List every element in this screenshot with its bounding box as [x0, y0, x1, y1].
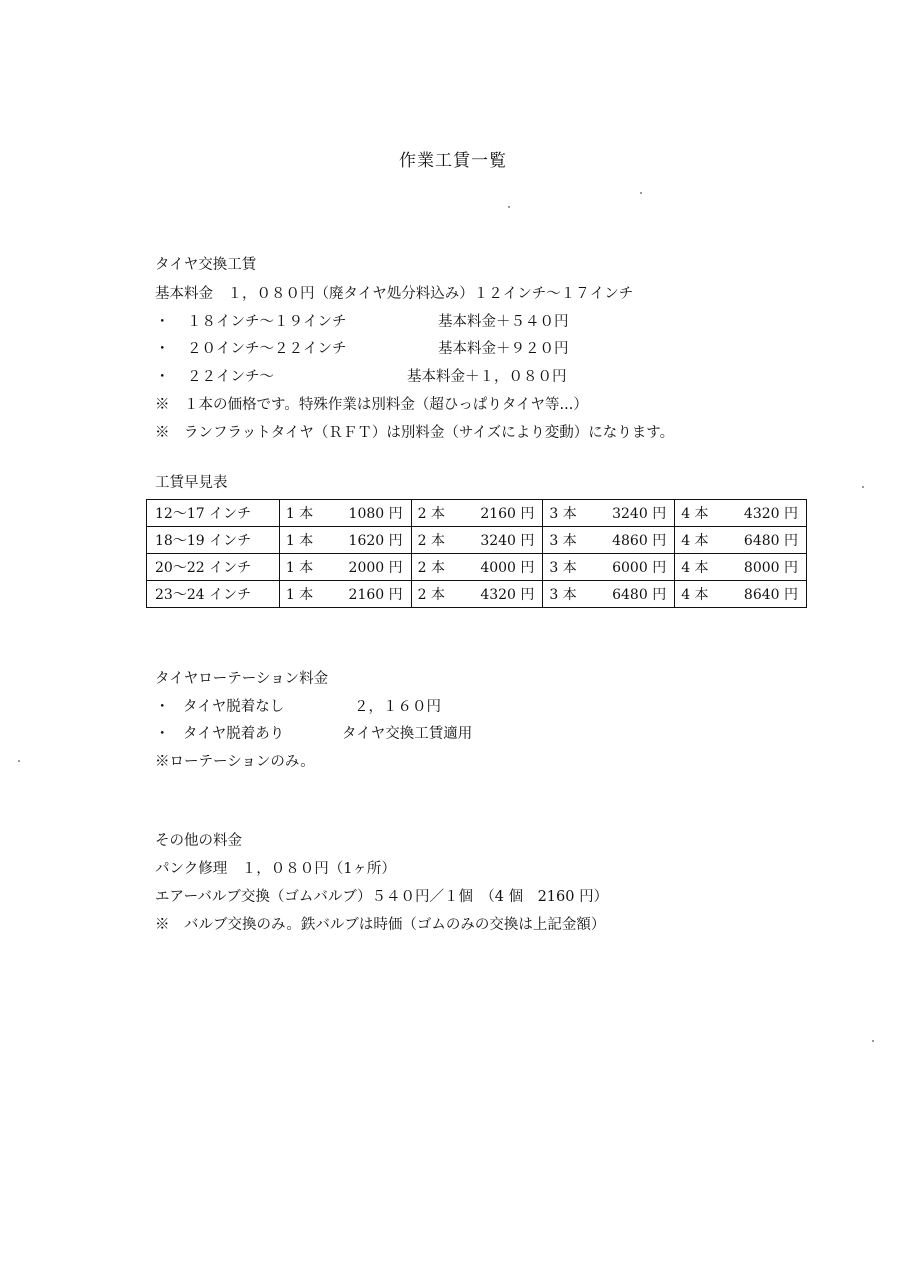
bullet: ・ — [155, 341, 170, 357]
puncture-repair-line: パンク修理 １，０８０円（1ヶ所） — [155, 861, 396, 877]
price: 4860 円 — [612, 533, 667, 549]
qty: 1 本 — [285, 587, 314, 603]
scan-speck — [862, 486, 864, 488]
rate-cell — [279, 527, 411, 554]
bullet: ・ — [155, 314, 170, 330]
rate-cell — [675, 500, 807, 527]
rate-cell — [411, 527, 543, 554]
rate-cell — [543, 554, 675, 581]
other-heading: その他の料金 — [155, 833, 242, 849]
rate-cell — [675, 581, 807, 608]
size-cell: 18〜19 インチ — [147, 527, 280, 554]
list-item — [155, 723, 655, 745]
table-row — [147, 500, 807, 527]
note-line: ※ バルブ交換のみ。鉄バルブは時価（ゴムのみの交換は上記金額） — [155, 917, 606, 933]
price: 6000 円 — [612, 560, 667, 576]
qty: 2 本 — [417, 506, 445, 522]
qty: 4 本 — [681, 533, 709, 549]
quick-table-heading: 工賃早見表 — [155, 475, 228, 491]
rate-cell — [543, 527, 675, 554]
list-item — [155, 366, 755, 388]
list-item — [155, 696, 655, 718]
qty: 1 本 — [285, 533, 314, 549]
rotation-label: タイヤ脱着あり — [183, 726, 285, 742]
qty: 3 本 — [549, 533, 577, 549]
rotation-heading: タイヤローテーション料金 — [155, 671, 329, 687]
price: 6480 円 — [743, 533, 798, 549]
rate-cell — [279, 581, 411, 608]
price-text: 基本料金＋１，０８０円 — [407, 369, 567, 385]
note-line: ※ローテーションのみ。 — [155, 754, 315, 770]
list-item — [155, 338, 755, 360]
qty: 4 本 — [681, 560, 709, 576]
page-title: 作業工賃一覧 — [399, 151, 507, 171]
price: 2160 円 — [348, 587, 403, 603]
qty: 1 本 — [285, 560, 314, 576]
price: 8000 円 — [743, 560, 798, 576]
bullet: ・ — [155, 726, 170, 742]
note-line: ※ ランフラットタイヤ（ＲＦＴ）は別料金（サイズにより変動）になります。 — [155, 425, 675, 441]
bullet: ・ — [155, 369, 170, 385]
price: 4320 円 — [480, 587, 535, 603]
note-line: ※ １本の価格です。特殊作業は別料金（超ひっぱりタイヤ等...） — [155, 397, 588, 413]
price-text: 基本料金＋５４０円 — [438, 314, 569, 330]
price: 2000 円 — [348, 560, 403, 576]
price: 4000 円 — [480, 560, 535, 576]
qty: 2 本 — [417, 560, 445, 576]
price: 3240 円 — [612, 506, 667, 522]
rotation-value: ２，１６０円 — [354, 699, 441, 715]
scan-speck — [872, 1040, 874, 1042]
price-text: 基本料金＋９２０円 — [438, 341, 569, 357]
size-cell: 23〜24 インチ — [147, 581, 280, 608]
qty: 2 本 — [417, 533, 445, 549]
rotation-value: タイヤ交換工賃適用 — [342, 726, 473, 742]
rate-table — [146, 499, 807, 608]
tire-change-heading: タイヤ交換工賃 — [155, 257, 257, 273]
qty: 2 本 — [417, 587, 445, 603]
qty: 4 本 — [681, 587, 709, 603]
rate-cell — [411, 581, 543, 608]
price: 6480 円 — [612, 587, 667, 603]
table-row — [147, 527, 807, 554]
rate-cell — [411, 554, 543, 581]
size-cell: 12〜17 インチ — [147, 500, 280, 527]
base-fee-line: 基本料金 １，０８０円（廃タイヤ処分料込み）１２インチ〜１７インチ — [155, 286, 634, 302]
size-range: ２２インチ〜 — [187, 369, 274, 385]
size-range: １８インチ〜１９インチ — [187, 314, 347, 330]
size-cell: 20〜22 インチ — [147, 554, 280, 581]
table-row — [147, 581, 807, 608]
qty: 4 本 — [681, 506, 709, 522]
bullet: ・ — [155, 699, 170, 715]
price: 8640 円 — [743, 587, 798, 603]
scan-speck — [18, 760, 20, 762]
price: 2160 円 — [480, 506, 535, 522]
price: 1620 円 — [348, 533, 403, 549]
rate-cell — [411, 500, 543, 527]
qty: 3 本 — [549, 506, 577, 522]
rate-cell — [543, 581, 675, 608]
price: 1080 円 — [348, 506, 403, 522]
qty: 3 本 — [549, 560, 577, 576]
rotation-label: タイヤ脱着なし — [183, 699, 285, 715]
rate-cell — [279, 554, 411, 581]
rate-cell — [543, 500, 675, 527]
price: 3240 円 — [480, 533, 535, 549]
qty: 3 本 — [549, 587, 577, 603]
rate-cell — [675, 527, 807, 554]
scan-speck — [508, 206, 510, 208]
size-range: ２０インチ〜２２インチ — [187, 341, 347, 357]
price: 4320 円 — [743, 506, 798, 522]
table-row — [147, 554, 807, 581]
scan-speck — [640, 192, 642, 194]
rate-cell — [279, 500, 411, 527]
valve-exchange-line: エアーバルブ交換（ゴムバルブ）５４０円／１個 （4 個 2160 円） — [155, 889, 609, 905]
rate-cell — [675, 554, 807, 581]
qty: 1 本 — [285, 506, 314, 522]
list-item — [155, 311, 755, 333]
